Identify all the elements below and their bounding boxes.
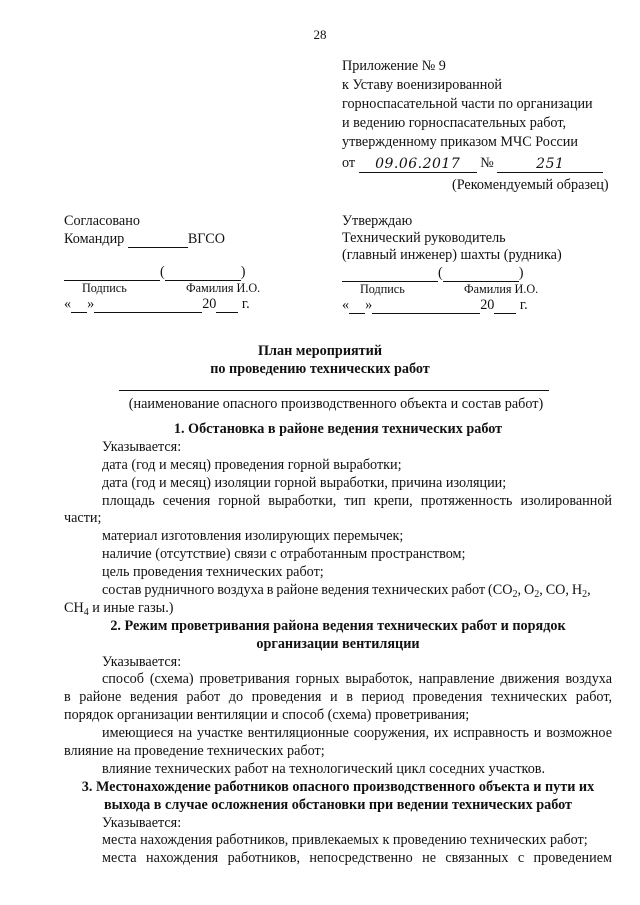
signature-line <box>64 263 260 281</box>
list-item: площадь сечения горной выработки, тип крепи, протяженность изолированной <box>102 492 612 509</box>
name-blank <box>443 264 519 282</box>
commander-unit-blank <box>128 230 188 248</box>
approver-title-line: (главный инженер) шахты (рудника) <box>342 247 562 263</box>
paren-close: ) <box>518 265 524 281</box>
paragraph-line: способ (схема) проветривания горных выработок, направление движения воздуха <box>102 671 612 688</box>
paragraph-line: места нахождения работников, привлекаемых к проведению технических работ; <box>102 832 588 849</box>
paragraph-line: влияние технических работ на технологический цикл соседних участков. <box>102 760 546 777</box>
approver-title-line: Технический руководитель <box>342 230 506 246</box>
quote-close: » <box>87 296 95 312</box>
list-item-continuation: части; <box>64 510 102 527</box>
paren-close: ) <box>240 264 246 280</box>
date-line <box>342 296 562 314</box>
name-caption: Фамилия И.О. <box>186 281 261 295</box>
paren-open: ( <box>160 264 165 280</box>
list-item: дата (год и месяц) изоляции горной выработки, причина изоляции; <box>102 474 507 491</box>
commander-suffix: ВГСО <box>187 231 225 247</box>
air-text: , O <box>517 582 535 599</box>
appendix-line: к Уставу военизированной <box>342 77 503 93</box>
commander-prefix: Командир <box>64 231 125 247</box>
appendix-header <box>342 57 603 173</box>
agreed-block <box>64 213 260 313</box>
subscript: 4 <box>83 606 89 618</box>
subscript: 2 <box>512 589 518 601</box>
page-number: 28 <box>313 27 327 42</box>
air-text: CH <box>64 599 84 616</box>
name-caption: Фамилия И.О. <box>464 282 539 296</box>
agreed-heading: Согласовано <box>64 213 140 229</box>
section-heading: 1. Обстановка в районе ведения технических работ <box>173 421 503 437</box>
month-blank <box>372 296 480 314</box>
signature-blank <box>342 264 438 282</box>
quote-open: « <box>64 296 72 312</box>
signature-blank <box>64 263 160 281</box>
approve-block <box>342 213 562 314</box>
subscript: 2 <box>582 589 588 601</box>
signature-captions <box>342 282 562 296</box>
month-blank <box>94 295 202 313</box>
air-text: и иные газы.) <box>88 599 174 616</box>
paragraph-line: влияние на проведение технических работ; <box>64 743 325 760</box>
air-text: , <box>587 582 591 599</box>
paragraph-line: в районе ведения работ до проведения и в период проведения технических работ, <box>64 689 612 706</box>
section-heading: организации вентиляции <box>256 635 420 652</box>
order-date-handwritten: 09.06.2017 <box>359 155 477 173</box>
list-item: цель проведения технических работ; <box>102 564 324 581</box>
list-item: наличие (отсутствие) связи с отработанным пространством; <box>102 546 466 563</box>
list-item: дата (год и месяц) проведения горной выработки; <box>102 456 402 473</box>
signature-captions <box>64 281 260 295</box>
object-name-caption: (наименование опасного производственного объекта и состав работ) <box>128 396 544 412</box>
section-heading: 3. Местонахождение работников опасного производственного объекта и пути их <box>81 778 595 795</box>
paragraph-line: места нахождения работников, непосредственно не связанных с проведением <box>102 850 612 867</box>
recommended-sample-label: (Рекомендуемый образец) <box>452 177 609 193</box>
approve-heading: Утверждаю <box>342 213 413 229</box>
year-prefix: 20 <box>480 297 495 313</box>
date-line <box>64 295 260 313</box>
air-text: состав рудничного воздуха в районе ведения технических работ (CO <box>102 582 513 599</box>
document-title: План мероприятий <box>258 343 382 359</box>
document-subtitle: по проведению технических работ <box>210 361 430 377</box>
appendix-line: утвержденному приказом МЧС России <box>342 134 578 150</box>
document-body <box>64 421 612 868</box>
order-number-handwritten: 251 <box>497 155 603 173</box>
quote-open: « <box>342 297 350 313</box>
name-blank <box>165 263 241 281</box>
list-item-continuation <box>64 600 612 618</box>
section-heading: 2. Режим проветривания района ведения технических работ и порядок <box>110 617 566 634</box>
day-blank <box>349 296 365 314</box>
commander-line <box>64 230 260 248</box>
day-blank <box>71 295 87 313</box>
appendix-order-line <box>342 154 603 173</box>
appendix-line: и ведению горноспасательных работ, <box>342 115 566 131</box>
section-intro: Указывается: <box>102 438 182 455</box>
year-suffix: г. <box>241 296 250 312</box>
section-heading: выхода в случае осложнения обстановки при ведении технических работ <box>104 796 572 813</box>
year-blank <box>216 295 238 313</box>
subscript: 2 <box>534 589 540 601</box>
air-text: , CO, H <box>539 582 583 599</box>
year-suffix: г. <box>519 297 528 313</box>
quote-close: » <box>365 297 373 313</box>
section-intro: Указывается: <box>102 653 182 670</box>
order-number-sign: № <box>480 155 494 171</box>
list-item: материал изготовления изолирующих перемычек; <box>102 528 404 545</box>
paragraph-line: порядок организации вентиляции и способ (схема) проветривания; <box>64 707 470 724</box>
appendix-line: горноспасательной части по организации <box>342 96 593 112</box>
year-prefix: 20 <box>202 296 217 312</box>
paragraph-line: имеющиеся на участке вентиляционные сооружения, их исправность и возможное <box>102 725 612 742</box>
sign-caption: Подпись <box>360 282 405 296</box>
signature-line <box>342 264 562 282</box>
sign-caption: Подпись <box>82 281 127 295</box>
section-intro: Указывается: <box>102 814 182 831</box>
order-date-prefix: от <box>342 155 356 171</box>
object-name-blank <box>119 390 549 391</box>
list-item-air-composition <box>64 582 612 600</box>
year-blank <box>494 296 516 314</box>
appendix-line: Приложение № 9 <box>342 58 446 74</box>
paren-open: ( <box>438 265 443 281</box>
